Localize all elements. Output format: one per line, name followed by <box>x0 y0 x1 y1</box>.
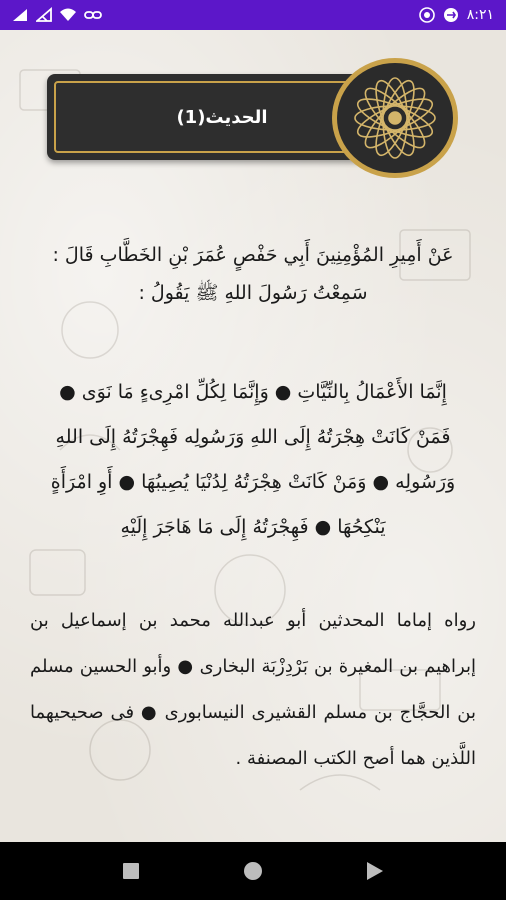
square-icon <box>122 862 140 880</box>
narration-text: رواه إماما المحدثين أبو عبدالله محمد بن إسماعيل بن إبراهيم بن المغيرة بن بَرْدِزْبَة البخارى ● وأبو الحسين مسلم بن الحجَّاج بن مسلم القشيرى النيسابورى ● فى صحيحيهما اللَّذين هما أصح الكتب المصنفة . <box>30 610 476 769</box>
status-time: ٨:٢١ <box>466 7 494 23</box>
system-nav-bar <box>0 842 506 900</box>
recents-button[interactable] <box>116 856 146 886</box>
intro-line: سَمِعْتُ رَسُولَ اللهِ ﷺ يَقُولُ : <box>138 282 368 304</box>
hadith-intro <box>30 236 476 312</box>
hadith-text <box>30 370 476 550</box>
home-button[interactable] <box>238 856 268 886</box>
hadith-line: يَنْكِحُهَا ● فَهِجْرَتُهُ إِلَى مَا هَاجَرَ إِلَيْهِ <box>120 516 386 538</box>
back-button[interactable] <box>360 856 390 886</box>
content-area[interactable] <box>0 30 506 842</box>
title-plate <box>47 74 367 160</box>
triangle-icon <box>366 861 384 881</box>
title-frame <box>54 81 360 153</box>
vpn-icon <box>419 7 435 23</box>
status-bar <box>0 0 506 30</box>
circle-icon <box>243 861 263 881</box>
status-icons-left <box>12 7 100 23</box>
signal-icon <box>12 7 28 23</box>
data-saver-icon <box>443 7 459 23</box>
status-icons-right <box>419 7 494 23</box>
hadith-line: فَمَنْ كَانَتْ هِجْرَتُهُ إِلَى اللهِ وَرَسُولِه فَهِجْرَتُهُ إِلَى اللهِ <box>55 426 451 448</box>
ornament-medallion-icon <box>330 56 460 180</box>
link-icon <box>84 7 100 23</box>
hadith-line: إِنَّمَا الأَعْمَالُ بِالنِّيَّاتِ ● وَإِنَّمَا لِكُلِّ امْرِىءٍ مَا نَوَى ● <box>59 381 447 403</box>
wifi-icon <box>60 7 76 23</box>
network-icon <box>36 7 52 23</box>
hadith-line: وَرَسُولِه ● وَمَنْ كَانَتْ هِجْرَتُهُ لِدُنْيَا يُصِيبُهَا ● أَوِ امْرَأَةٍ <box>50 471 456 493</box>
page-title: الحديث(1) <box>176 106 268 128</box>
intro-line: عَنْ أَمِيرِ المُؤْمِنِينَ أَبِي حَفْصٍ عُمَرَ بْنِ الخَطَّابِ قَالَ : <box>52 244 454 266</box>
